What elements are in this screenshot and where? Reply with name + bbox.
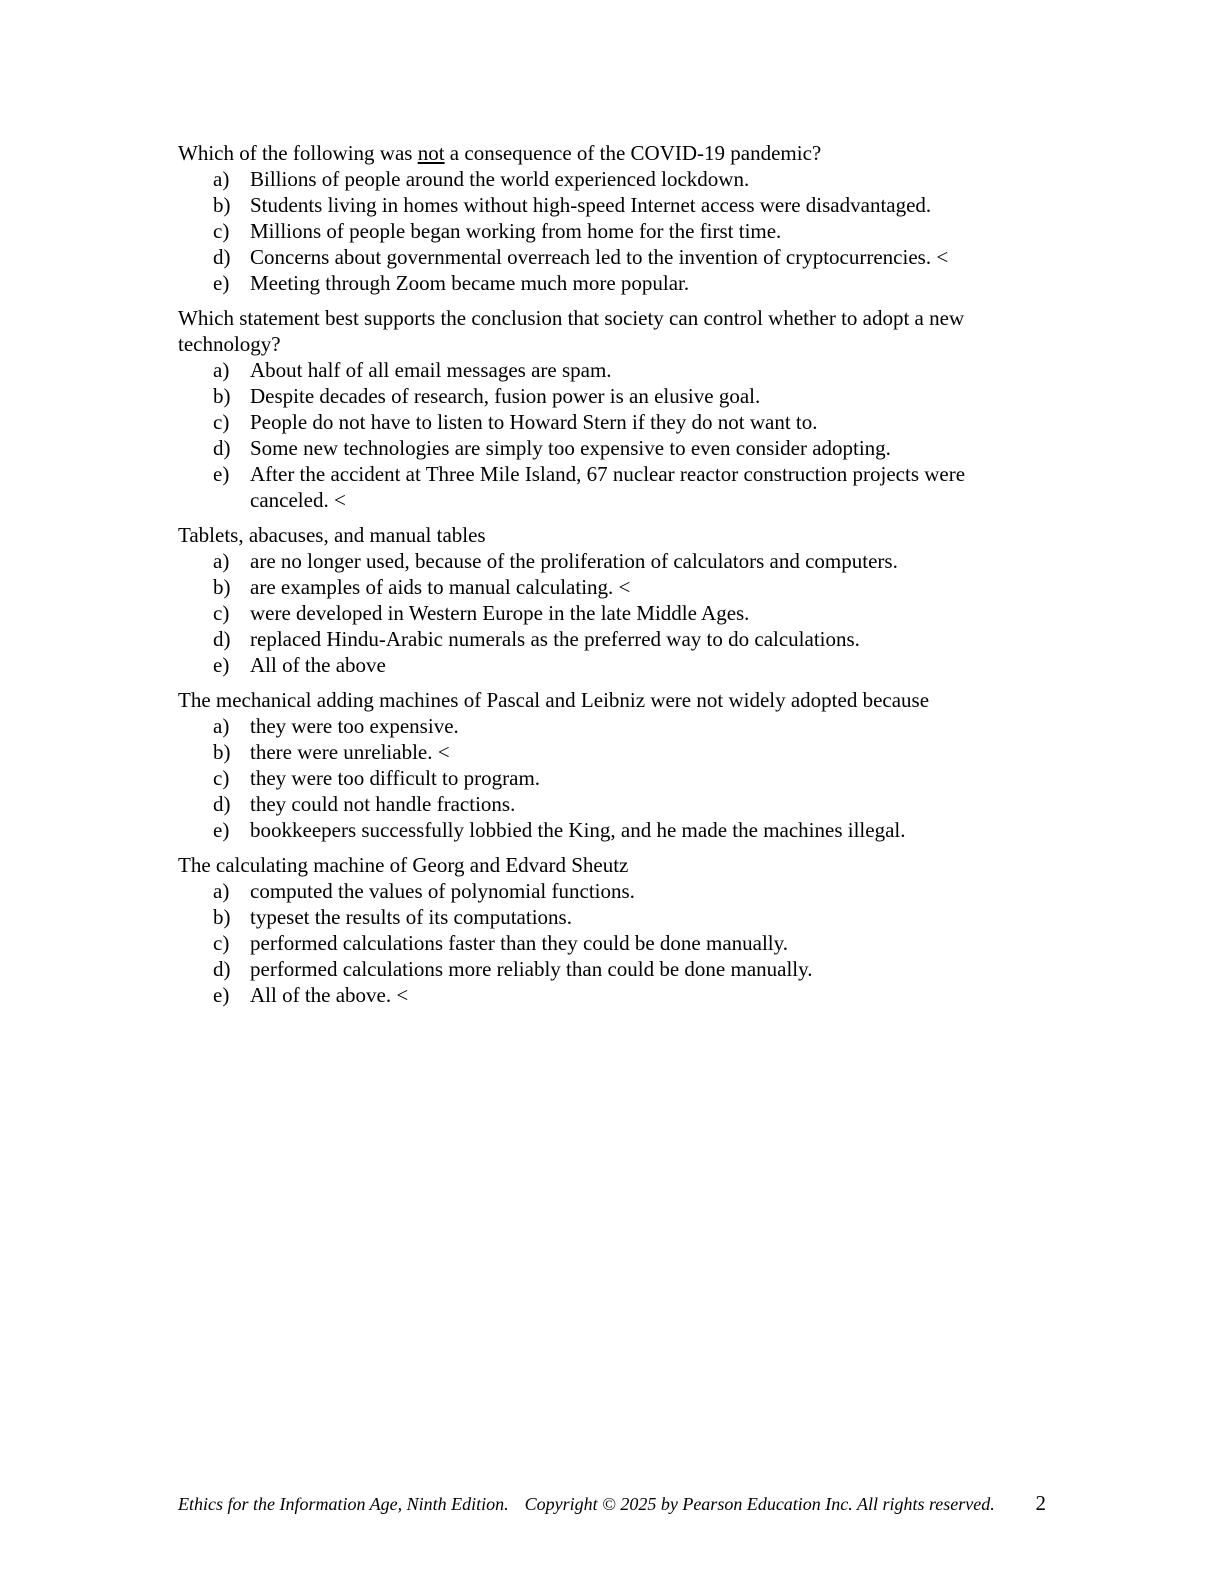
option-row — [178, 218, 1046, 244]
footer-book-title: Ethics for the Information Age, Ninth Edition. — [178, 1494, 509, 1514]
option-letter: d) — [213, 245, 231, 269]
option-text: Millions of people began working from home for the first time. — [250, 219, 782, 243]
option-letter: a) — [213, 714, 230, 738]
option-letter: b) — [213, 384, 231, 408]
option-text: About half of all email messages are spam. — [250, 358, 612, 382]
stem-text: a consequence of the COVID-19 pandemic? — [444, 141, 822, 165]
option-letter: e) — [213, 462, 230, 486]
stem-text: The mechanical adding machines of Pascal and Leibniz were not widely adopted because — [178, 688, 930, 712]
option-row — [178, 626, 1046, 652]
option-letter: b) — [213, 905, 231, 929]
option-text: Students living in homes without high-speed Internet access were disadvantaged. — [250, 193, 932, 217]
option-letter: d) — [213, 792, 231, 816]
option-letter: e) — [213, 653, 230, 677]
question-stem — [178, 687, 1046, 713]
option-text: they were too difficult to program. — [250, 766, 541, 790]
option-text: were developed in Western Europe in the late Middle Ages. — [250, 601, 750, 625]
question-block — [178, 687, 1046, 843]
option-row — [178, 652, 1046, 678]
option-row — [178, 357, 1046, 383]
page-footer — [178, 1491, 1046, 1516]
stem-text: Which statement best supports the conclusion that society can control whether to adopt a new technology? — [178, 306, 965, 356]
option-text: Some new technologies are simply too expensive to even consider adopting. — [250, 436, 891, 460]
option-row — [178, 548, 1046, 574]
option-text: typeset the results of its computations. — [250, 905, 572, 929]
options-list — [178, 548, 1046, 678]
options-list — [178, 357, 1046, 513]
option-letter: a) — [213, 549, 230, 573]
question-stem — [178, 305, 1046, 357]
option-row — [178, 791, 1046, 817]
question-block — [178, 522, 1046, 678]
option-letter: c) — [213, 410, 230, 434]
option-text: they were too expensive. — [250, 714, 459, 738]
option-row — [178, 574, 1046, 600]
option-letter: c) — [213, 931, 230, 955]
option-text: are examples of aids to manual calculating. < — [250, 575, 631, 599]
option-letter: a) — [213, 167, 230, 191]
page-number: 2 — [1035, 1491, 1046, 1515]
question-stem — [178, 852, 1046, 878]
option-text: they could not handle fractions. — [250, 792, 516, 816]
option-row — [178, 383, 1046, 409]
option-row — [178, 982, 1046, 1008]
options-list — [178, 878, 1046, 1008]
option-row — [178, 713, 1046, 739]
option-row — [178, 600, 1046, 626]
stem-underlined-word: not — [417, 141, 445, 165]
question-block — [178, 852, 1046, 1008]
options-list — [178, 713, 1046, 843]
option-text: All of the above. < — [250, 983, 409, 1007]
option-text: performed calculations more reliably than could be done manually. — [250, 957, 813, 981]
question-block — [178, 140, 1046, 296]
option-letter: c) — [213, 219, 230, 243]
stem-text: The calculating machine of Georg and Edvard Sheutz — [178, 853, 629, 877]
option-text: All of the above — [250, 653, 386, 677]
option-row — [178, 270, 1046, 296]
stem-text: Tablets, abacuses, and manual tables — [178, 523, 486, 547]
option-text: Meeting through Zoom became much more popular. — [250, 271, 690, 295]
option-text: replaced Hindu-Arabic numerals as the preferred way to do calculations. — [250, 627, 860, 651]
option-row — [178, 461, 1046, 513]
option-letter: d) — [213, 627, 231, 651]
option-text: After the accident at Three Mile Island, 67 nuclear reactor construction projects were canceled. < — [250, 462, 966, 512]
footer-copyright: Copyright © 2025 by Pearson Education Inc. All rights reserved. — [524, 1494, 995, 1514]
option-text: Despite decades of research, fusion power is an elusive goal. — [250, 384, 761, 408]
option-row — [178, 878, 1046, 904]
option-text: bookkeepers successfully lobbied the King, and he made the machines illegal. — [250, 818, 906, 842]
option-text: Billions of people around the world experienced lockdown. — [250, 167, 750, 191]
question-list — [178, 140, 1046, 1017]
option-row — [178, 956, 1046, 982]
option-letter: a) — [213, 358, 230, 382]
option-text: performed calculations faster than they could be done manually. — [250, 931, 789, 955]
question-block — [178, 305, 1046, 513]
option-row — [178, 765, 1046, 791]
option-letter: b) — [213, 193, 231, 217]
option-text: computed the values of polynomial functions. — [250, 879, 635, 903]
option-row — [178, 817, 1046, 843]
option-letter: e) — [213, 983, 230, 1007]
option-row — [178, 904, 1046, 930]
option-letter: c) — [213, 766, 230, 790]
option-text: there were unreliable. < — [250, 740, 450, 764]
option-row — [178, 435, 1046, 461]
option-letter: d) — [213, 957, 231, 981]
option-letter: e) — [213, 271, 230, 295]
option-row — [178, 166, 1046, 192]
option-letter: d) — [213, 436, 231, 460]
option-letter: b) — [213, 575, 231, 599]
option-letter: e) — [213, 818, 230, 842]
option-row — [178, 409, 1046, 435]
option-row — [178, 244, 1046, 270]
option-row — [178, 192, 1046, 218]
option-row — [178, 739, 1046, 765]
option-text: are no longer used, because of the proliferation of calculators and computers. — [250, 549, 898, 573]
option-row — [178, 930, 1046, 956]
option-letter: b) — [213, 740, 231, 764]
option-text: Concerns about governmental overreach led to the invention of cryptocurrencies. < — [250, 245, 949, 269]
option-text: People do not have to listen to Howard Stern if they do not want to. — [250, 410, 818, 434]
option-letter: c) — [213, 601, 230, 625]
question-stem — [178, 140, 1046, 166]
option-letter: a) — [213, 879, 230, 903]
stem-text: Which of the following was — [178, 141, 418, 165]
options-list — [178, 166, 1046, 296]
question-stem — [178, 522, 1046, 548]
